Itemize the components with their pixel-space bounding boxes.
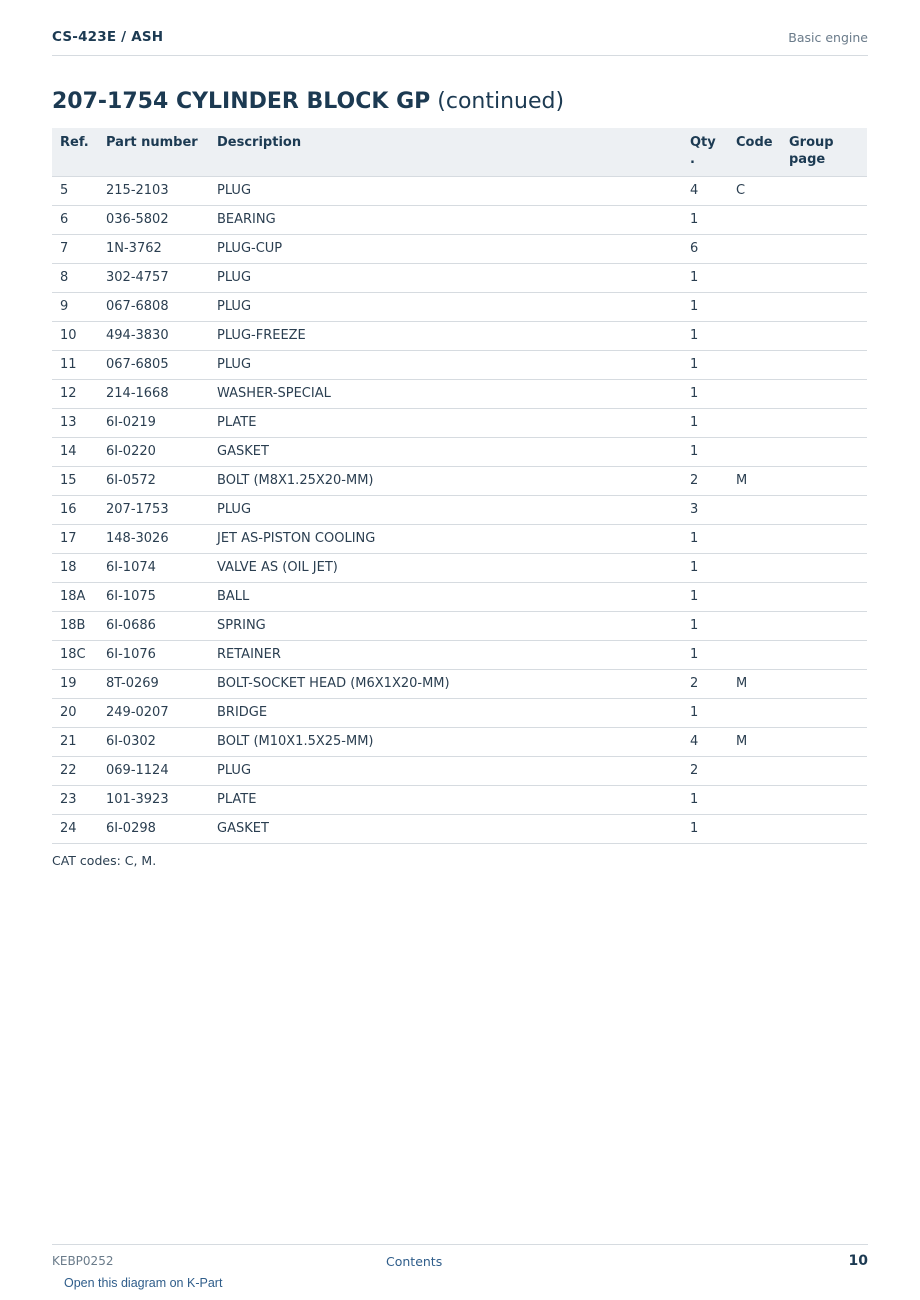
cell-description: SPRING bbox=[209, 612, 682, 641]
cell-code bbox=[728, 757, 781, 786]
table-row bbox=[52, 525, 867, 554]
cell-code bbox=[728, 438, 781, 467]
cell-code bbox=[728, 612, 781, 641]
cell-description: BOLT (M10X1.5X25-MM) bbox=[209, 728, 682, 757]
cell-ref: 11 bbox=[52, 351, 98, 380]
table-row bbox=[52, 293, 867, 322]
cell-part-number: 215-2103 bbox=[98, 177, 209, 206]
cell-group-page bbox=[781, 380, 867, 409]
cell-ref: 21 bbox=[52, 728, 98, 757]
cell-description: PLUG-CUP bbox=[209, 235, 682, 264]
cell-code bbox=[728, 815, 781, 844]
cell-description: PLUG bbox=[209, 293, 682, 322]
cell-qty: 2 bbox=[682, 757, 728, 786]
cell-ref: 9 bbox=[52, 293, 98, 322]
table-row bbox=[52, 409, 867, 438]
cell-ref: 13 bbox=[52, 409, 98, 438]
cell-part-number: 6I-0686 bbox=[98, 612, 209, 641]
cell-part-number: 207-1753 bbox=[98, 496, 209, 525]
cell-qty: 1 bbox=[682, 438, 728, 467]
table-row bbox=[52, 612, 867, 641]
title-suffix: (continued) bbox=[437, 89, 565, 114]
cell-ref: 15 bbox=[52, 467, 98, 496]
table-row bbox=[52, 177, 867, 206]
header-code: Code bbox=[728, 128, 781, 177]
cell-code bbox=[728, 322, 781, 351]
cell-part-number: 249-0207 bbox=[98, 699, 209, 728]
cell-qty: 1 bbox=[682, 612, 728, 641]
cell-group-page bbox=[781, 786, 867, 815]
header-group-page: Group page bbox=[781, 128, 867, 177]
cell-ref: 22 bbox=[52, 757, 98, 786]
cell-description: BOLT-SOCKET HEAD (M6X1X20-MM) bbox=[209, 670, 682, 699]
cell-part-number: 214-1668 bbox=[98, 380, 209, 409]
page-number: 10 bbox=[848, 1253, 868, 1269]
page-header bbox=[52, 22, 868, 56]
cell-qty: 1 bbox=[682, 583, 728, 612]
cell-description: VALVE AS (OIL JET) bbox=[209, 554, 682, 583]
cell-group-page bbox=[781, 206, 867, 235]
cell-group-page bbox=[781, 641, 867, 670]
cell-qty: 1 bbox=[682, 699, 728, 728]
cell-code bbox=[728, 380, 781, 409]
cell-qty: 1 bbox=[682, 641, 728, 670]
cell-ref: 10 bbox=[52, 322, 98, 351]
cell-description: PLUG bbox=[209, 757, 682, 786]
cell-qty: 1 bbox=[682, 380, 728, 409]
cell-ref: 24 bbox=[52, 815, 98, 844]
table-row bbox=[52, 583, 867, 612]
cell-part-number: 6I-0572 bbox=[98, 467, 209, 496]
cat-codes-note: CAT codes: C, M. bbox=[52, 853, 157, 868]
cell-description: PLUG bbox=[209, 177, 682, 206]
document-code: KEBP0252 bbox=[52, 1254, 114, 1268]
cell-qty: 1 bbox=[682, 409, 728, 438]
header-qty: Qty . bbox=[682, 128, 728, 177]
table-row bbox=[52, 235, 867, 264]
table-row bbox=[52, 554, 867, 583]
cell-code: M bbox=[728, 728, 781, 757]
cell-code: M bbox=[728, 467, 781, 496]
cell-ref: 5 bbox=[52, 177, 98, 206]
table-row bbox=[52, 380, 867, 409]
k-part-diagram-link[interactable]: Open this diagram on K-Part bbox=[64, 1276, 223, 1290]
cell-group-page bbox=[781, 583, 867, 612]
cell-qty: 6 bbox=[682, 235, 728, 264]
page-footer bbox=[52, 1244, 868, 1275]
cell-ref: 17 bbox=[52, 525, 98, 554]
cell-code bbox=[728, 641, 781, 670]
cell-qty: 1 bbox=[682, 351, 728, 380]
cell-description: BEARING bbox=[209, 206, 682, 235]
cell-ref: 6 bbox=[52, 206, 98, 235]
cell-group-page bbox=[781, 670, 867, 699]
cell-part-number: 8T-0269 bbox=[98, 670, 209, 699]
cell-ref: 8 bbox=[52, 264, 98, 293]
table-row bbox=[52, 815, 867, 844]
cell-group-page bbox=[781, 815, 867, 844]
cell-part-number: 6I-1076 bbox=[98, 641, 209, 670]
cell-ref: 14 bbox=[52, 438, 98, 467]
cell-ref: 16 bbox=[52, 496, 98, 525]
cell-part-number: 302-4757 bbox=[98, 264, 209, 293]
parts-table-body bbox=[52, 177, 867, 844]
cell-group-page bbox=[781, 699, 867, 728]
cell-description: BALL bbox=[209, 583, 682, 612]
cell-ref: 18 bbox=[52, 554, 98, 583]
cell-group-page bbox=[781, 235, 867, 264]
cell-group-page bbox=[781, 438, 867, 467]
cell-group-page bbox=[781, 293, 867, 322]
cell-ref: 12 bbox=[52, 380, 98, 409]
cell-group-page bbox=[781, 264, 867, 293]
cell-description: GASKET bbox=[209, 438, 682, 467]
cell-group-page bbox=[781, 728, 867, 757]
table-row bbox=[52, 206, 867, 235]
cell-qty: 1 bbox=[682, 293, 728, 322]
cell-group-page bbox=[781, 612, 867, 641]
cell-part-number: 6I-1074 bbox=[98, 554, 209, 583]
cell-description: BRIDGE bbox=[209, 699, 682, 728]
cell-part-number: 494-3830 bbox=[98, 322, 209, 351]
cell-code bbox=[728, 496, 781, 525]
cell-description: PLUG-FREEZE bbox=[209, 322, 682, 351]
section-name: Basic engine bbox=[788, 30, 868, 45]
table-row bbox=[52, 728, 867, 757]
cell-part-number: 069-1124 bbox=[98, 757, 209, 786]
cell-code bbox=[728, 235, 781, 264]
cell-description: JET AS-PISTON COOLING bbox=[209, 525, 682, 554]
cell-code: M bbox=[728, 670, 781, 699]
cell-group-page bbox=[781, 496, 867, 525]
cell-group-page bbox=[781, 757, 867, 786]
table-row bbox=[52, 496, 867, 525]
cell-part-number: 1N-3762 bbox=[98, 235, 209, 264]
cell-description: PLUG bbox=[209, 264, 682, 293]
cell-description: RETAINER bbox=[209, 641, 682, 670]
header-description: Description bbox=[209, 128, 682, 177]
cell-description: GASKET bbox=[209, 815, 682, 844]
cell-code bbox=[728, 786, 781, 815]
table-row bbox=[52, 467, 867, 496]
cell-qty: 1 bbox=[682, 786, 728, 815]
cell-ref: 18B bbox=[52, 612, 98, 641]
cell-code bbox=[728, 583, 781, 612]
table-row bbox=[52, 670, 867, 699]
table-row bbox=[52, 757, 867, 786]
cell-qty: 1 bbox=[682, 264, 728, 293]
cell-code bbox=[728, 293, 781, 322]
cell-part-number: 6I-0219 bbox=[98, 409, 209, 438]
cell-group-page bbox=[781, 525, 867, 554]
cell-part-number: 6I-0298 bbox=[98, 815, 209, 844]
cell-code: C bbox=[728, 177, 781, 206]
cell-part-number: 6I-0302 bbox=[98, 728, 209, 757]
cell-description: PLUG bbox=[209, 351, 682, 380]
table-row bbox=[52, 786, 867, 815]
cell-group-page bbox=[781, 467, 867, 496]
cell-part-number: 6I-0220 bbox=[98, 438, 209, 467]
cell-group-page bbox=[781, 322, 867, 351]
cell-group-page bbox=[781, 409, 867, 438]
cell-part-number: 036-5802 bbox=[98, 206, 209, 235]
header-ref: Ref. bbox=[52, 128, 98, 177]
header-part-number: Part number bbox=[98, 128, 209, 177]
cell-code bbox=[728, 264, 781, 293]
table-row bbox=[52, 351, 867, 380]
cell-qty: 2 bbox=[682, 467, 728, 496]
cell-description: PLATE bbox=[209, 409, 682, 438]
cell-qty: 4 bbox=[682, 177, 728, 206]
table-row bbox=[52, 322, 867, 351]
cell-ref: 20 bbox=[52, 699, 98, 728]
cell-part-number: 148-3026 bbox=[98, 525, 209, 554]
cell-qty: 1 bbox=[682, 554, 728, 583]
cell-description: PLUG bbox=[209, 496, 682, 525]
cell-part-number: 6I-1075 bbox=[98, 583, 209, 612]
cell-group-page bbox=[781, 177, 867, 206]
cell-qty: 2 bbox=[682, 670, 728, 699]
cell-group-page bbox=[781, 351, 867, 380]
table-row bbox=[52, 264, 867, 293]
cell-qty: 4 bbox=[682, 728, 728, 757]
cell-part-number: 067-6805 bbox=[98, 351, 209, 380]
page-title bbox=[52, 89, 564, 114]
cell-ref: 7 bbox=[52, 235, 98, 264]
cell-qty: 1 bbox=[682, 206, 728, 235]
cell-code bbox=[728, 699, 781, 728]
cell-part-number: 067-6808 bbox=[98, 293, 209, 322]
document-id: CS-423E / ASH bbox=[52, 29, 164, 45]
cell-qty: 1 bbox=[682, 815, 728, 844]
cell-ref: 23 bbox=[52, 786, 98, 815]
cell-code bbox=[728, 409, 781, 438]
parts-table bbox=[52, 128, 867, 844]
assembly-name: 207-1754 CYLINDER BLOCK GP bbox=[52, 89, 431, 114]
cell-code bbox=[728, 525, 781, 554]
cell-group-page bbox=[781, 554, 867, 583]
cell-ref: 18C bbox=[52, 641, 98, 670]
table-row bbox=[52, 641, 867, 670]
cell-description: BOLT (M8X1.25X20-MM) bbox=[209, 467, 682, 496]
cell-ref: 19 bbox=[52, 670, 98, 699]
cell-description: PLATE bbox=[209, 786, 682, 815]
cell-qty: 3 bbox=[682, 496, 728, 525]
cell-description: WASHER-SPECIAL bbox=[209, 380, 682, 409]
cell-qty: 1 bbox=[682, 322, 728, 351]
cell-ref: 18A bbox=[52, 583, 98, 612]
table-header-row bbox=[52, 128, 867, 177]
table-row bbox=[52, 699, 867, 728]
cell-part-number: 101-3923 bbox=[98, 786, 209, 815]
contents-link[interactable]: Contents bbox=[386, 1254, 443, 1269]
table-row bbox=[52, 438, 867, 467]
cell-code bbox=[728, 351, 781, 380]
cell-code bbox=[728, 206, 781, 235]
cell-qty: 1 bbox=[682, 525, 728, 554]
cell-code bbox=[728, 554, 781, 583]
